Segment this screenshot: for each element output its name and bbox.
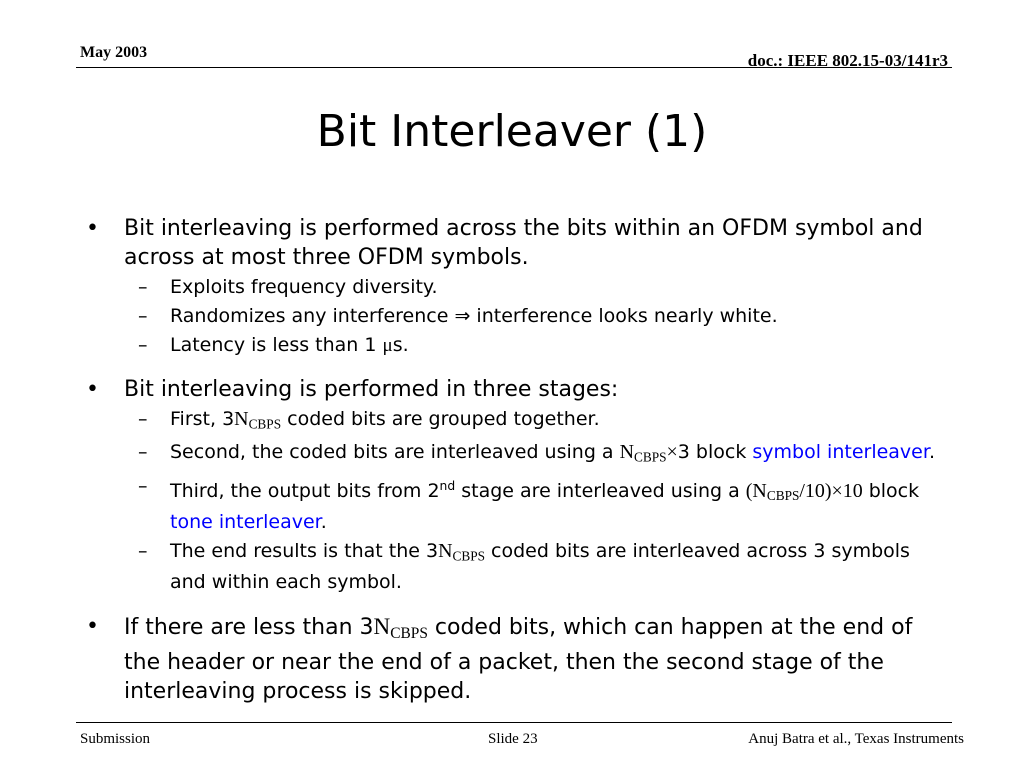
dash-marker: – <box>138 276 148 298</box>
bullet-dot: • <box>86 377 99 402</box>
sub-bullet-2-4: – The end results is that the $3N_{CBPS}$ coded bits are interleaved across 3 symbols and within each symbol. <box>138 539 910 594</box>
sub-bullet-text: Exploits frequency diversity. <box>170 276 438 298</box>
footer-rule <box>76 722 952 723</box>
bullet-dot: • <box>86 614 99 640</box>
bullet-3: • If there are less than $3N_{CBPS}$ coded bits, which can happen at the end of the header or near the end of a packet, then the second stage of the interleaving process is skipped. <box>86 613 913 704</box>
header-doc-id: doc.: IEEE 802.15-03/141r3 <box>747 51 948 70</box>
footer-slide-number: Slide 23 <box>488 731 538 747</box>
dash-marker: – <box>138 539 148 562</box>
bullet-dot: • <box>86 216 99 241</box>
sub-bullet-2-3: – Third, the output bits from 2nd stage are interleaved using a $(N_{CBPS}/10)\times 10$ block tone interleaver. <box>138 474 920 533</box>
bullet-2 <box>86 375 946 404</box>
sub-bullet-1-2: – Randomizes any interference ⇒ interference looks nearly white. <box>86 303 946 330</box>
tone-interleaver-link: tone interleaver <box>170 510 321 533</box>
dash-marker: – <box>138 334 148 356</box>
dash-marker: – <box>138 305 148 327</box>
footer-submission: Submission <box>80 731 151 747</box>
mu-symbol: μ <box>382 335 393 356</box>
sub-bullet-2-2: – Second, the coded bits are interleaved using a $N_{CBPS}\times 3$ block symbol interleaver. <box>138 441 935 465</box>
header-rule <box>76 67 952 68</box>
implies-arrow-icon: ⇒ <box>454 306 471 327</box>
dash-marker: – <box>138 408 148 430</box>
dash-marker: – <box>138 441 148 464</box>
footer-author: Anuj Batra et al., Texas Instruments <box>748 731 964 747</box>
slide-body <box>86 214 946 706</box>
bullet-1-text: Bit interleaving is performed across the bits within an OFDM symbol and across at most three OFDM symbols. <box>124 216 923 270</box>
sub-bullet-1-1 <box>86 274 946 301</box>
bullet-1 <box>86 214 946 272</box>
sub-bullet-2-1: – First, $3N_{CBPS}$ coded bits are grouped together. <box>138 408 600 432</box>
symbol-interleaver-link: symbol interleaver <box>752 441 929 464</box>
slide-title: Bit Interleaver (1) <box>316 106 708 157</box>
dash-marker: – <box>138 474 148 497</box>
bullet-2-text: Bit interleaving is performed in three stages: <box>124 377 619 402</box>
header-date: May 2003 <box>80 44 148 61</box>
sub-bullet-1-3: – Latency is less than 1 μs. <box>86 332 946 359</box>
